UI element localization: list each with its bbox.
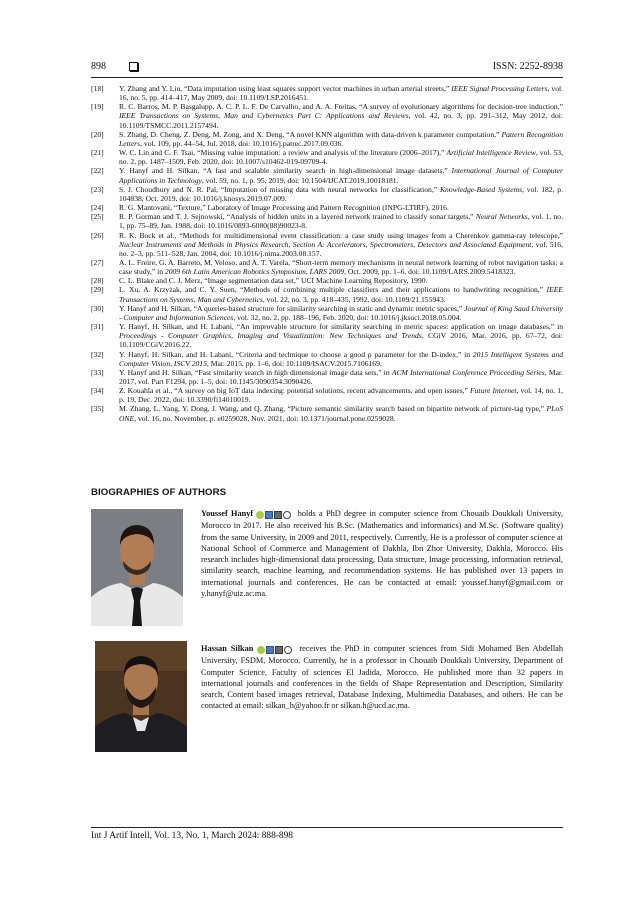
reference-number: [33] (91, 367, 104, 377)
reference-item (91, 258, 563, 276)
reference-pre: R. P. Gorman and T. J. Sejnowski, “Analysis of hidden units in a layered network trained to classify sonar targets,” (119, 212, 476, 222)
reference-venue: IEEE Transactions on Systems, Man and Cybernetics Part C: Applications and Reviews (119, 111, 409, 121)
reference-pre: M. Zhang, L. Yang, Y. Dong, J. Wang, and Q. Zhang, “Picture semantic similarity search based on bipartite network of picture-tag type,” (119, 404, 547, 414)
reference-post: , CGiV 2016, Mar. 2016, pp. 67–72, doi: 10.1109/CGiV.2016.22. (119, 331, 563, 350)
author-photo-silkan (95, 641, 187, 752)
reference-item (91, 185, 563, 203)
reference-venue: IEEE Signal Processing Letters (451, 84, 548, 93)
reference-item (91, 84, 563, 102)
reference-text (119, 322, 563, 349)
reference-number: [27] (91, 257, 104, 267)
reference-number: [24] (91, 203, 104, 213)
reference-venue: Future Internet (470, 386, 517, 396)
reference-text (119, 84, 563, 102)
reference-text (119, 212, 563, 230)
checkbox-square-icon (129, 62, 138, 71)
reference-number: [26] (91, 230, 104, 240)
author-bio-text: receives the PhD in computer sciences from Sidi Mohamed Ben Abdellah University, FSDM, Morocco. Currently, he is a professor in Chouaib Doukkali University, Department of Computer Science, Faculty of sciences El Jadida, Morocco. He published more than 32 papers in international journals and conferences in the fields of Shape Representation and Description, Similarity search, Content based images retrieval, Database Indexing, Multimedia Databases, and others. He can be contacted at email: silkan_h@yahoo.fr or silkan.h@ucd.ac.ma. (201, 644, 564, 711)
reference-post: , vol. 22, no. 3, pp. 418–435, 1992, doi: 10.1109/21.155943. (262, 294, 446, 304)
reference-post: , vol. 16, no. November, p. e0259028, Nov. 2021, doi: 10.1371/journal.pone.0259028. (134, 413, 396, 423)
reference-number: [32] (91, 349, 104, 359)
reference-text (119, 350, 563, 368)
reference-number: [19] (91, 102, 104, 112)
reference-number: [35] (91, 404, 104, 414)
page-number: 898 (91, 61, 106, 72)
reference-number: [31] (91, 322, 104, 332)
profile-icons (256, 509, 292, 520)
reference-post: , vol. 109, pp. 44–54, Jul. 2018, doi: 10.1016/j.patrec.2017.09.036. (140, 138, 344, 148)
reference-pre: R. K. Bock et al., “Methods for multidimensional event classification: a case study using images from a Cherenkov gamma-ray telescope,” (119, 230, 563, 240)
reference-item (91, 203, 563, 212)
reference-item (91, 102, 563, 129)
reference-pre: Y. Hanyf and H. Silkan, “A fast and scalable similarity search in high-dimensional image datasets,” (119, 166, 452, 176)
google-scholar-icon[interactable] (266, 646, 274, 654)
reference-text (119, 258, 563, 276)
reference-pre: Y. Hanyf and H. Silkan, “A queries-based structure for similarity searching in static and dynamic metric spaces,” (119, 303, 465, 313)
reference-number: [20] (91, 129, 104, 139)
reference-pre: R. C. Barros, M. P. Basgalupp, A. C. P. L. F. De Carvalho, and A. A. Freitas, “A survey of evolutionary algorithms for decision-tree induction,” (119, 102, 563, 112)
reference-pre: W. C. Lin and C. F. Tsai, “Missing value imputation: a review and analysis of the literature (2006–2017),” (119, 148, 447, 158)
reference-number: [22] (91, 166, 104, 176)
reference-venue: Neural Networks (475, 212, 528, 222)
reference-venue: PLoS ONE (119, 404, 563, 423)
reference-pre: A. L. Freire, G. A. Barreto, M. Veloso, and A. T. Varela, “Short-term memory mechanisms in neural network learning of robot navigation tasks: a case study,” in (119, 257, 563, 277)
reference-post: , Oct. 2009, pp. 1–6, doi: 10.1109/LARS.2009.5418323. (344, 267, 516, 277)
reference-number: [23] (91, 184, 104, 194)
references-list (91, 84, 563, 423)
reference-post: , vol. 1, no. 1, pp. 75–89, Jan. 1988, doi: 10.1016/0893-6080(88)90023-8. (119, 212, 563, 231)
reference-venue: Artificial Intelligence Review (446, 148, 536, 158)
reference-item (91, 212, 563, 230)
page-header (91, 61, 563, 75)
reference-post: , vol. 16, no. 5, pp. 414–417, May 2009, doi: 10.1109/LSP.2016451. (119, 84, 563, 103)
reference-post: , vol. 516, no. 2–3, pp. 511–528, Jan. 2004, doi: 10.1016/j.nima.2003.08.157. (119, 239, 563, 258)
issn-label: ISSN: 2252-8938 (492, 61, 563, 72)
reference-venue: ACM International Conference Proceeding Series (391, 367, 545, 377)
reference-item (91, 350, 563, 368)
reference-item (91, 166, 563, 184)
reference-pre: S. J. Choudhury and N. R. Pal, “Imputation of missing data with neural networks for classification,” (119, 184, 440, 194)
reference-pre: Z. Kouahla et al., “A survey on big IoT data indexing: potential solutions, recent advancements, and open issues,” (119, 386, 470, 396)
footer-divider (91, 827, 563, 828)
page-footer: Int J Artif Intell, Vol. 13, No. 1, March 2024: 888-898 (91, 831, 293, 841)
biographies-heading: BIOGRAPHIES OF AUTHORS (91, 487, 227, 498)
reference-venue: 2009 6th Latin American Robotics Symposium, LARS 2009 (164, 267, 345, 277)
reference-number: [30] (91, 303, 104, 313)
author-name: Youssef Hanyf (201, 509, 254, 518)
reference-number: [28] (91, 276, 104, 286)
reference-text (119, 276, 563, 285)
profile-icons (257, 644, 293, 655)
reference-pre: R. G. Mantovani, “Texture,” Laboratory of Image Processing and Pattern Recognition (INPG-LTIRF), 2016. (119, 203, 449, 213)
author-bio-silkan (201, 643, 563, 712)
reference-text (119, 130, 563, 148)
reference-number: [21] (91, 148, 104, 158)
reference-text (119, 285, 563, 303)
reference-pre: Y. Hanyf, H. Silkan, and H. Labani, “Criteria and technique to choose a good ρ parameter for the D-index,” in (119, 349, 473, 359)
reference-pre: S. Zhang, D. Cheng, Z. Deng, M. Zong, and X. Deng, “A novel KNN algorithm with data-driven k parameter computation,” (119, 129, 502, 139)
reference-text (119, 304, 563, 322)
reference-post: , vol. 32, no. 2, pp. 188–196, Feb. 2020, doi: 10.1016/j.jksuci.2018.05.004. (233, 312, 462, 322)
reference-item (91, 404, 563, 422)
author-bio-hanyf (201, 508, 563, 599)
reference-text (119, 166, 563, 184)
reference-pre: L. Xu, A. Krzyżak, and C. Y. Suen, “Methods of combining multiple classifiers and their applications to handwriting recognition,” (119, 285, 547, 295)
reference-number: [34] (91, 386, 104, 396)
reference-number: [25] (91, 212, 104, 222)
google-scholar-icon[interactable] (265, 511, 273, 519)
author-name: Hassan Silkan (201, 644, 254, 653)
web-of-science-icon[interactable] (283, 511, 291, 519)
reference-item (91, 276, 563, 285)
reference-text (119, 102, 563, 129)
reference-item (91, 285, 563, 303)
author-bio-text: holds a PhD degree in computer science from Chouaib Doukkali University, Morocco in 2017. He also received his B.Sc. (Mathematics and informatics) and M.Sc. (Software quality) from the same University, in 2009 and 2011, respectively. Currently, He is a professor of computer science at National School of Commerce and Management of Dakhla, Ibn Zhor University, Dakhla, Morocco. His research includes high-dimensional data processing, Data structure, Image processing, information retrieval, similarity search, machine learning, and recommendation systems. He has published over 13 papers in international journals and conferences. He can be contacted at email: youssef.hanyf@gmail.com or y.hanyf@uiz.ac.ma. (201, 509, 563, 599)
reference-item (91, 304, 563, 322)
reference-item (91, 130, 563, 148)
reference-number: [18] (91, 84, 104, 93)
reference-post: , vol. 14, no. 1, p. 19, Dec. 2022, doi: 10.3390/fi14010019. (119, 386, 563, 405)
orcid-icon[interactable] (256, 511, 264, 519)
scopus-icon[interactable] (274, 511, 282, 519)
reference-post: , vol. 42, no. 3, pp. 291–312, May 2012, doi: 10.1109/TSMCC.2011.2157494. (119, 111, 563, 130)
reference-post: , vol. 182, p. 104838, Oct. 2019, doi: 10.1016/j.knosys.2019.07.009. (119, 184, 563, 203)
reference-text (119, 148, 563, 166)
orcid-icon[interactable] (257, 646, 265, 654)
reference-venue: Journal of King Saud University - Computer and Information Sciences (119, 303, 564, 322)
reference-post: , Mar. 2017, vol. Part F1294, pp. 1–5, doi: 10.1145/3090354.3090426. (119, 367, 563, 386)
reference-pre: Y. Zhang and Y. Liu, “Data imputation using least squares support vector machines in urban arterial streets,” (119, 84, 452, 93)
reference-pre: Y. Hanyf and H. Silkan, “Fast similarity search in high dimensional image data sets,” in (119, 367, 392, 377)
reference-item (91, 231, 563, 258)
reference-item (91, 368, 563, 386)
reference-venue: Pattern Recognition Letters (119, 129, 564, 148)
reference-post: , vol. 53, no. 2, pp. 1487–1509, Feb. 2020, doi: 10.1007/s10462-019-09709-4. (119, 148, 563, 167)
reference-post: , vol. 59, no. 1, p. 95, 2019, doi: 10.1504/IJCAT.2019.10018181. (201, 175, 399, 185)
reference-venue: Proceedings - Computer Graphics, Imaging and Visualization: New Techniques and Trends (119, 331, 422, 341)
reference-text (119, 404, 563, 422)
reference-item (91, 386, 563, 404)
reference-venue: IEEE Transactions on Systems, Man and Cybernetics (119, 285, 563, 304)
reference-item (91, 148, 563, 166)
reference-item (91, 322, 563, 349)
scopus-icon[interactable] (275, 646, 283, 654)
reference-text (119, 185, 563, 203)
author-photo-hanyf (91, 509, 183, 626)
reference-post: , Mar. 2015, pp. 1–6, doi: 10.1109/ISACV.2015.7106169. (206, 358, 382, 368)
reference-text (119, 368, 563, 386)
reference-number: [29] (91, 285, 104, 295)
reference-text (119, 386, 563, 404)
reference-venue: Knowledge-Based Systems (439, 184, 523, 194)
reference-text (119, 231, 563, 258)
reference-venue: International Journal of Computer Applications in Technology (119, 166, 563, 185)
web-of-science-icon[interactable] (284, 646, 292, 654)
reference-pre: Y. Hanyf, H. Silkan, and H. Labani, “An improvable structure for similarity searching in metric spaces: application on image databases,” in (119, 322, 563, 332)
reference-venue: 2015 Intelligent Systems and Computer Vision, ISCV 2015 (119, 349, 563, 368)
header-divider (91, 77, 563, 78)
reference-pre: C. L. Blake and C. J. Merz, “Image segmentation data set,” UCI Machine Learning Repository, 1990. (119, 276, 428, 286)
reference-venue: Nuclear Instruments and Methods in Physics Research, Section A: Accelerators, Spectrometers, Detectors and Associated Equipment (119, 239, 532, 249)
reference-text (119, 203, 563, 212)
